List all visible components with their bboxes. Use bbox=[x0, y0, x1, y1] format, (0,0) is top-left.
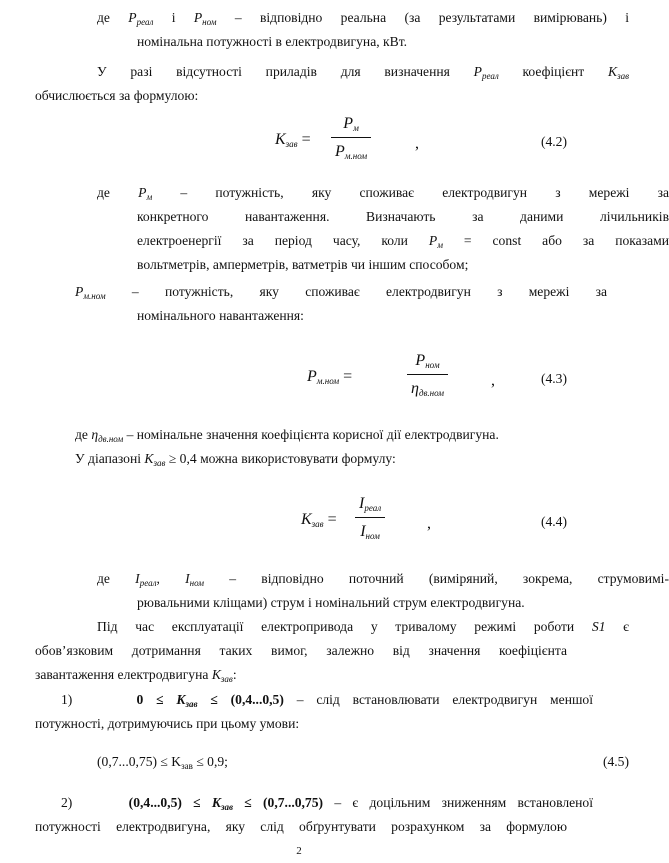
text-line: де $P_{реал}$ і $P_{ном}$ – відповідно реальна (за результатами вимірювань) і bbox=[97, 10, 629, 27]
text-line: номінального навантаження: bbox=[137, 308, 304, 323]
fraction: $P_м$ $P_{м.ном}$ bbox=[331, 112, 371, 163]
text-line: номінальна потужності в електродвигуна, кВт. bbox=[137, 34, 408, 49]
text-line: потужності, дотримуючись при цьому умови: bbox=[35, 716, 300, 731]
text-line: де $P_м$ – потужність, яку споживає електродвигун з мережі за bbox=[97, 185, 669, 202]
text-line: У діапазоні $K_{зав} \ge 0,4$ можна використовувати формулу: bbox=[75, 451, 396, 468]
text-line: електроенергії за період часу, коли $P_м$ = const або за показами bbox=[137, 233, 669, 250]
text-line: обов’язковим дотримання таких вимог, залежно від значення коефіцієнта bbox=[35, 643, 567, 658]
list-item: 1) $0 \le K_{зав} \le (0,4...0,5)$ – слід встановлювати електродвигун меншої bbox=[61, 692, 594, 709]
fraction: $P_{ном}$ $\eta_{дв.ном}$ bbox=[407, 349, 448, 400]
equation-number: (4.3) bbox=[540, 371, 567, 386]
text-line: завантаження електродвигуна $K_{зав}$: bbox=[35, 667, 237, 684]
equation-number: (4.2) bbox=[540, 134, 567, 149]
page-number: 2 bbox=[296, 845, 302, 857]
fraction: $I_{реал}$ $I_{ном}$ bbox=[355, 492, 385, 543]
text-line: де $I_{реал}$, $I_{ном}$ – відповідно поточний (виміряний, зокрема, струмовимі- bbox=[97, 571, 669, 588]
equation-4-2: $K_{зав}$ = $P_м$ $P_{м.ном}$ , (4.2) bbox=[35, 108, 567, 168]
text-line: рювальними кліщами) струм і номінальний струм електродвигуна. bbox=[137, 595, 525, 610]
equation-4-3: $P_{м.ном}$ = $P_{ном}$ $\eta_{дв.ном}$ , (4.3) bbox=[35, 345, 567, 405]
text-line: обчислюється за формулою: bbox=[35, 88, 199, 103]
text-line: вольтметрів, амперметрів, ватметрів чи іншим способом; bbox=[137, 257, 469, 272]
text-line: Під час експлуатації електропривода у тривалому режимі роботи S1 є bbox=[97, 619, 630, 634]
list-item: 2) $(0,4...0,5) \le K_{зав} \le (0,7...0,75) - є$ доцільним зниженням встановленої bbox=[61, 795, 593, 812]
text-line: потужності електродвигуна, яку слід обґрунтувати розрахунком за формулою bbox=[35, 819, 567, 834]
equation-number: (4.5) bbox=[602, 754, 629, 769]
text-line: конкретного навантаження. Визначають за даними лічильників bbox=[137, 209, 669, 224]
text-line: $P_{м.ном}$ – потужність, яку споживає електродвигун з мережі за bbox=[75, 284, 607, 301]
equation-4-4: $K_{зав}$ = $I_{реал}$ $I_{ном}$ , (4.4) bbox=[35, 488, 567, 548]
inequality-4-5: $(0,7...0,75) \le K_{зав} \le 0,9$; (4.5) bbox=[35, 750, 629, 773]
text-line: де $\eta_{дв.ном}$ – номінальне значення коефіцієнта корисної дії електродвигуна. bbox=[75, 427, 499, 444]
text-line: У разі відсутності приладів для визначення $P_{реал}$ коефіцієнт $K_{зав}$ bbox=[97, 64, 629, 81]
equation-number: (4.4) bbox=[540, 514, 567, 529]
